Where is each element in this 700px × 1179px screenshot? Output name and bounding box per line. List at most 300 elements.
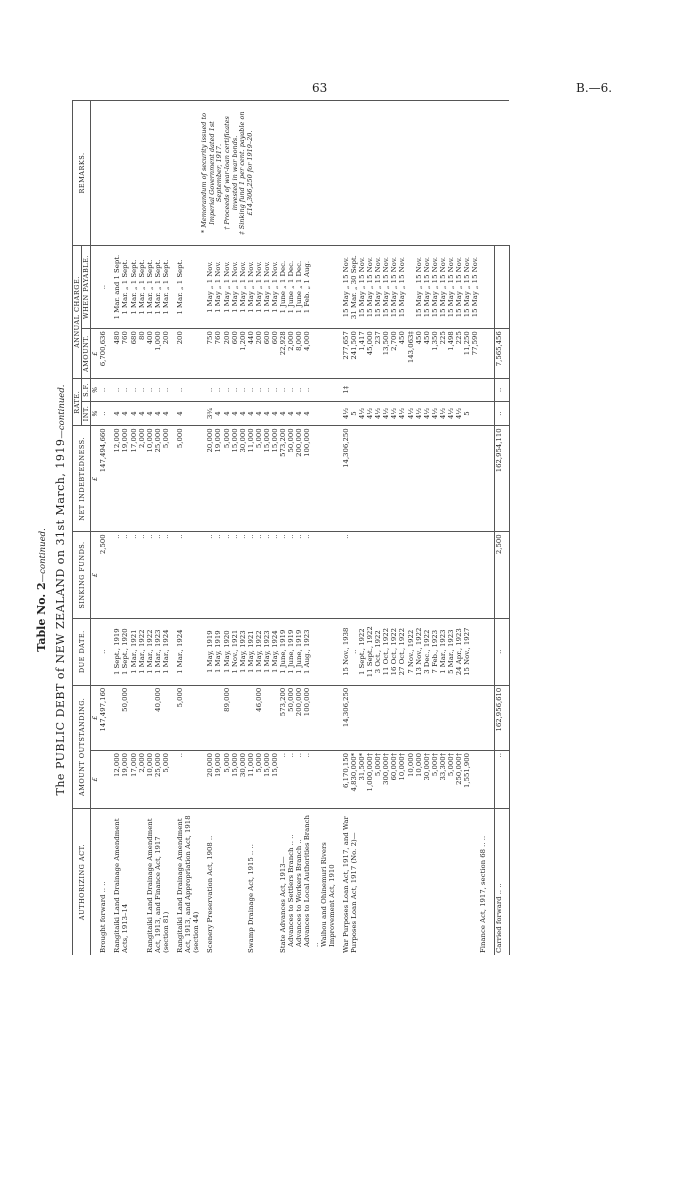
col-net: NET INDEBTEDNESS. bbox=[73, 426, 91, 532]
value-amt1: .. bbox=[295, 752, 304, 758]
value-due: 1 Mar., 1924 bbox=[176, 629, 185, 674]
cell-amt1 bbox=[206, 750, 246, 808]
value-amt1: 20,000 bbox=[206, 752, 215, 778]
value-when: 15 May „ 15 Nov. bbox=[438, 256, 447, 318]
value-amt1: 10,000 bbox=[414, 752, 423, 778]
authorizing-act bbox=[206, 809, 246, 956]
value-amt1: 5,000† bbox=[430, 752, 439, 777]
value-int: 4 bbox=[262, 411, 271, 416]
authorizing-act bbox=[247, 809, 279, 956]
col-act: AUTHORIZING ACT. bbox=[73, 809, 91, 956]
value-when: 1 Mar. „ 1 Sept. bbox=[176, 259, 185, 315]
value-sf: .. bbox=[206, 387, 215, 393]
value-net: 100,000 bbox=[303, 428, 312, 457]
value-amt1: .. bbox=[287, 752, 296, 758]
cell-net bbox=[146, 426, 176, 532]
value-amount: 750 bbox=[206, 331, 215, 345]
value-net: 19,000 bbox=[121, 428, 130, 453]
value-sinking bbox=[479, 534, 487, 615]
value-amount: 80 bbox=[137, 331, 146, 340]
value-net: 12,000 bbox=[113, 428, 122, 453]
value-when: 15 May „ 15 Nov. bbox=[471, 256, 480, 318]
cell-amount bbox=[206, 329, 246, 379]
cell-net bbox=[99, 426, 113, 532]
value-int: 4 bbox=[145, 411, 154, 416]
value-amt1: 4,830,000* bbox=[349, 752, 358, 792]
value-amount: 143,063‡ bbox=[406, 331, 415, 364]
value-int: 4½ bbox=[406, 407, 415, 420]
value-int: 4 bbox=[271, 411, 280, 416]
value-sf: .. bbox=[238, 387, 247, 393]
value-amt2: 147,497,160 bbox=[99, 687, 108, 732]
value-amt1: .. bbox=[303, 752, 312, 758]
value-sinking: .. bbox=[145, 534, 154, 539]
cell-amt2 bbox=[206, 685, 246, 750]
value-amt2: 50,000 bbox=[287, 687, 296, 712]
act-name: Finance Act, 1917, section 68 .. .. bbox=[479, 835, 488, 953]
value-amt2 bbox=[214, 688, 222, 748]
value-amt1: 5,000 bbox=[161, 752, 170, 773]
cell-net bbox=[247, 426, 279, 532]
value-when: 31 Mar. „ 30 Sept. bbox=[349, 255, 358, 320]
cell-amt1 bbox=[176, 750, 206, 808]
value-amount: 600 bbox=[262, 331, 271, 345]
value-due: 11 Oct., 1922 bbox=[382, 628, 391, 676]
cell-amount bbox=[113, 329, 145, 379]
cell-sinking bbox=[113, 532, 145, 618]
value-when: 15 May „ 15 Nov. bbox=[422, 256, 431, 318]
value-int: 4 bbox=[254, 411, 263, 416]
value-when: 15 May „ 15 Nov. bbox=[463, 256, 472, 318]
value-when: 15 May „ 15 Nov. bbox=[430, 256, 439, 318]
value-sf: .. bbox=[230, 387, 239, 393]
value-sf: .. bbox=[295, 387, 304, 393]
cell-amt2 bbox=[494, 685, 509, 750]
value-int: 4½ bbox=[341, 407, 350, 420]
value-int: 4 bbox=[295, 411, 304, 416]
value-due: 16 Oct., 1922 bbox=[390, 628, 399, 676]
value-sf: .. bbox=[145, 387, 154, 393]
value-int: .. bbox=[99, 411, 108, 416]
value-net: 20,000 bbox=[206, 428, 215, 453]
value-sinking: .. bbox=[121, 534, 130, 539]
value-amount: 1,000 bbox=[153, 331, 162, 351]
value-when: 1 May „ 1 Nov. bbox=[271, 261, 280, 313]
value-net: 5,000 bbox=[222, 428, 231, 449]
cell-net bbox=[342, 426, 480, 532]
value-amt2: 573,200 bbox=[279, 687, 288, 717]
heading-continued: —continued. bbox=[57, 384, 67, 439]
cell-amt1 bbox=[113, 750, 145, 808]
value-sinking: .. bbox=[153, 534, 162, 539]
value-amt2 bbox=[130, 688, 138, 748]
value-amount: 1,200 bbox=[238, 331, 247, 351]
unit-pound: £ bbox=[91, 532, 100, 618]
cell-amt1 bbox=[479, 750, 494, 808]
value-int bbox=[479, 404, 487, 424]
value-int: 4½ bbox=[430, 407, 439, 420]
value-int: 4½ bbox=[422, 407, 431, 420]
value-due bbox=[479, 621, 487, 683]
cell-when bbox=[176, 246, 206, 329]
act-name: Rangitaiki Land Drainage Amendment Act, 1913, and Appropriation Act, 1918 (section 44) bbox=[176, 815, 201, 953]
value-amount: 225 bbox=[455, 331, 464, 345]
value-amt1: 10,000 bbox=[145, 752, 154, 778]
value-int: 4½ bbox=[447, 407, 456, 420]
value-due: 1 Aug., 1923 bbox=[303, 629, 312, 674]
value-when: 15 May „ 15 Nov. bbox=[455, 256, 464, 318]
value-amount: 277,657 bbox=[341, 331, 350, 360]
value-amt2: 100,000 bbox=[303, 687, 312, 717]
value-net: 15,000 bbox=[271, 428, 280, 453]
cell-amt1 bbox=[247, 750, 279, 808]
value-amt1: .. bbox=[176, 752, 185, 758]
value-amt1: 15,000 bbox=[262, 752, 271, 778]
cell-int bbox=[247, 401, 279, 426]
value-int: 4 bbox=[129, 411, 138, 416]
value-sinking: .. bbox=[287, 534, 296, 539]
value-sf: .. bbox=[246, 387, 255, 393]
cell-when bbox=[146, 246, 176, 329]
value-int: 4½ bbox=[382, 407, 391, 420]
value-net: 15,000 bbox=[262, 428, 271, 453]
cell-amt1 bbox=[342, 750, 480, 808]
value-sinking: .. bbox=[341, 534, 350, 539]
value-due: 1 Mar., 1921 bbox=[129, 629, 138, 674]
value-net: 147,494,660 bbox=[99, 428, 108, 473]
value-amt2 bbox=[162, 688, 170, 748]
cell-int bbox=[206, 401, 246, 426]
table-number: Table No. 2 bbox=[35, 582, 48, 652]
value-amt2: 5,000 bbox=[176, 687, 185, 708]
cell-net bbox=[206, 426, 246, 532]
cell-when bbox=[279, 246, 342, 329]
value-int: 4 bbox=[279, 411, 288, 416]
value-sinking: .. bbox=[262, 534, 271, 539]
cell-amount bbox=[247, 329, 279, 379]
value-amount: 2,000 bbox=[287, 331, 296, 351]
value-due: 1 Sept., 1920 bbox=[121, 628, 130, 676]
value-int: 4½ bbox=[358, 407, 366, 420]
cell-amt2 bbox=[479, 685, 494, 750]
cell-sf bbox=[494, 379, 509, 402]
value-sf: .. bbox=[137, 387, 146, 393]
value-when bbox=[495, 248, 503, 326]
value-net: 15,000 bbox=[230, 428, 239, 453]
value-int: 4 bbox=[121, 411, 130, 416]
col-annual-charge: ANNUAL CHARGE. bbox=[73, 246, 82, 379]
value-amt2 bbox=[113, 688, 121, 748]
unit-pound: £ bbox=[91, 329, 100, 379]
cell-when bbox=[494, 246, 509, 329]
value-due: 13 Nov., 1922 bbox=[414, 627, 423, 676]
value-sinking: .. bbox=[279, 534, 288, 539]
cell-sf bbox=[206, 379, 246, 402]
value-amount: 1,498 bbox=[447, 331, 456, 351]
value-when: 1 June „ 1 Dec. bbox=[279, 260, 288, 314]
authorizing-act bbox=[99, 809, 113, 956]
table-body bbox=[91, 101, 509, 956]
unit-pound: £ bbox=[91, 750, 100, 808]
cell-amount bbox=[342, 329, 480, 379]
value-sf: .. bbox=[99, 387, 108, 393]
value-when: 1 May „ 1 Nov. bbox=[238, 261, 247, 313]
value-sf: .. bbox=[176, 387, 185, 393]
value-amt1: 19,000 bbox=[121, 752, 130, 778]
value-amount: 440 bbox=[246, 331, 255, 345]
value-int: 4 bbox=[222, 411, 231, 416]
authorizing-act bbox=[113, 809, 145, 956]
value-sinking: .. bbox=[254, 534, 263, 539]
value-when: 1 May „ 1 Nov. bbox=[214, 261, 223, 313]
cell-sinking bbox=[176, 532, 206, 618]
value-net bbox=[479, 428, 487, 529]
page-number: 63 bbox=[312, 81, 328, 95]
value-due: 1 May, 1923 bbox=[262, 630, 271, 674]
cell-amt2 bbox=[146, 685, 176, 750]
value-amt1: 300,000† bbox=[382, 752, 391, 785]
value-when: 1 May „ 1 Nov. bbox=[262, 261, 271, 313]
cell-int bbox=[494, 401, 509, 426]
value-when: 1 May „ 1 Nov. bbox=[246, 261, 255, 313]
act-name: Swamp Drainage Act, 1915 .. .. bbox=[246, 844, 255, 953]
cell-int bbox=[99, 401, 113, 426]
value-amt2: 46,000 bbox=[254, 687, 263, 712]
value-amount: 1,350 bbox=[430, 331, 439, 351]
value-due: 1 June, 1919 bbox=[295, 629, 304, 674]
value-int: 5 bbox=[463, 411, 472, 416]
value-when: 1 Mar. „ 1 Sept. bbox=[129, 259, 138, 315]
cell-amt2 bbox=[99, 685, 113, 750]
value-int: 4½ bbox=[374, 407, 383, 420]
value-when: .. bbox=[99, 284, 108, 290]
value-due: 7 Feb., 1923 bbox=[430, 629, 439, 674]
cell-net bbox=[279, 426, 342, 532]
cell-sinking bbox=[99, 532, 113, 618]
value-due: .. bbox=[349, 649, 358, 654]
value-amt1: 30,000 bbox=[238, 752, 247, 778]
value-due: 1 May, 1919 bbox=[214, 630, 223, 674]
act-sub-item: Waihou and Ohinemuri Rivers Improvement Act, 1910 bbox=[319, 842, 336, 947]
value-sinking: .. bbox=[176, 534, 185, 539]
remark-note: * Memorandum of security issued to Imperial Government dated 1st September, 1917. bbox=[200, 112, 224, 234]
value-net: 19,000 bbox=[214, 428, 223, 453]
cell-sf bbox=[342, 379, 480, 402]
value-int: 4 bbox=[161, 411, 170, 416]
value-amount: 450 bbox=[422, 331, 431, 345]
value-when: 1 May „ 1 Nov. bbox=[206, 261, 215, 313]
value-amt2: 200,000 bbox=[295, 687, 304, 717]
value-amount: 77,590 bbox=[471, 331, 480, 356]
value-net: 17,000 bbox=[129, 428, 138, 453]
value-net: 162,954,110 bbox=[494, 428, 503, 473]
cell-net bbox=[479, 426, 494, 532]
cell-sf bbox=[146, 379, 176, 402]
value-amount: 480 bbox=[113, 331, 122, 345]
value-amount: 600 bbox=[230, 331, 239, 345]
cell-when bbox=[206, 246, 246, 329]
value-amt2 bbox=[138, 688, 146, 748]
cell-amt1 bbox=[99, 750, 113, 808]
value-amt1: 17,000 bbox=[129, 752, 138, 778]
cell-when bbox=[479, 246, 494, 329]
value-when: 1 Feb. „ 1 Aug. bbox=[303, 260, 312, 314]
value-sinking: .. bbox=[230, 534, 239, 539]
value-int: 4 bbox=[238, 411, 247, 416]
value-due: 1 May, 1921 bbox=[246, 630, 255, 674]
value-amount: 400 bbox=[145, 331, 154, 345]
value-sf: .. bbox=[279, 387, 288, 393]
cell-int bbox=[113, 401, 145, 426]
value-amt1: 10,000 bbox=[406, 752, 415, 778]
value-amt1 bbox=[479, 753, 487, 806]
act-sub-item: Advances to Workers Branch .. bbox=[295, 839, 304, 947]
value-amount bbox=[479, 331, 487, 376]
cell-amount bbox=[99, 329, 113, 379]
value-when: 15 May „ 15 Nov. bbox=[414, 256, 423, 318]
value-net: 2,000 bbox=[137, 428, 146, 449]
value-amount: 6,700,636 bbox=[99, 331, 108, 367]
cell-sinking bbox=[494, 532, 509, 618]
value-amt1: 1,000,000† bbox=[366, 752, 375, 792]
value-amount: 680 bbox=[129, 331, 138, 345]
value-sinking: .. bbox=[222, 534, 231, 539]
unit-pct: % bbox=[91, 401, 100, 426]
value-sf: .. bbox=[287, 387, 296, 393]
value-when: 15 May „ 15 Nov. bbox=[358, 256, 366, 318]
value-when: 1 June „ 1 Dec. bbox=[295, 260, 304, 314]
value-sinking: .. bbox=[295, 534, 304, 539]
act-name: State Advances Act, 1913— bbox=[279, 856, 288, 953]
value-due: 15 Nov., 1938 bbox=[341, 627, 350, 676]
cell-due bbox=[176, 618, 206, 685]
value-when: 1 Mar. „ 1 Sept. bbox=[153, 259, 162, 315]
value-amount: 241,500 bbox=[349, 331, 358, 360]
cell-net bbox=[494, 426, 509, 532]
value-sinking: .. bbox=[246, 534, 255, 539]
value-due: 1 Mar., 1922 bbox=[145, 629, 154, 674]
value-amt2 bbox=[271, 688, 279, 748]
cell-sinking bbox=[279, 532, 342, 618]
value-when: 1 Mar. „ 1 Sept. bbox=[121, 259, 130, 315]
value-due: 3 Dec., 1922 bbox=[422, 629, 431, 674]
cell-sf bbox=[479, 379, 494, 402]
cell-amount bbox=[146, 329, 176, 379]
value-amt2 bbox=[239, 688, 247, 748]
value-due: 1 Mar., 1923 bbox=[153, 629, 162, 674]
value-sf: .. bbox=[113, 387, 122, 393]
value-amount: 237 bbox=[374, 331, 383, 345]
col-outstanding: AMOUNT OUTSTANDING. bbox=[73, 685, 91, 808]
value-net: 11,000 bbox=[246, 428, 255, 453]
value-when: 1 June „ 1 Dec. bbox=[287, 260, 296, 314]
value-int: 4½ bbox=[390, 407, 399, 420]
value-due: 27 Oct., 1922 bbox=[398, 628, 407, 676]
cell-amt1 bbox=[146, 750, 176, 808]
value-when: 15 May „ 15 Nov. bbox=[398, 256, 407, 318]
cell-int bbox=[279, 401, 342, 426]
value-amount: 760 bbox=[121, 331, 130, 345]
cell-due bbox=[494, 618, 509, 685]
value-amt1: 10,000† bbox=[398, 752, 407, 781]
cell-when bbox=[99, 246, 113, 329]
cell-due bbox=[113, 618, 145, 685]
value-amount: 450 bbox=[398, 331, 407, 345]
value-int: 4½ bbox=[438, 407, 447, 420]
value-due: 1 Nov., 1921 bbox=[230, 629, 239, 674]
value-due: 1 June, 1919 bbox=[279, 629, 288, 674]
value-net: 25,000 bbox=[153, 428, 162, 453]
cell-sf bbox=[247, 379, 279, 402]
value-due: 1 Sept., 1919 bbox=[113, 628, 122, 676]
value-sf: .. bbox=[303, 387, 312, 393]
value-amount: 45,000 bbox=[366, 331, 375, 356]
value-sf: .. bbox=[161, 387, 170, 393]
value-sinking: .. bbox=[206, 534, 215, 539]
col-amount: AMOUNT. bbox=[82, 329, 91, 379]
cell-net bbox=[176, 426, 206, 532]
value-amt2 bbox=[206, 688, 214, 748]
value-when bbox=[479, 248, 487, 326]
act-sub-item: Advances to Settlers Branch .. .. bbox=[287, 834, 296, 947]
value-when: 15 May „ 15 Nov. bbox=[447, 256, 456, 318]
cell-amt2 bbox=[279, 685, 342, 750]
value-sinking: .. bbox=[129, 534, 138, 539]
value-sinking: .. bbox=[137, 534, 146, 539]
cell-when bbox=[247, 246, 279, 329]
value-int: 4½ bbox=[398, 407, 407, 420]
value-int: 4 bbox=[113, 411, 122, 416]
value-sf bbox=[479, 381, 487, 399]
cell-sinking bbox=[342, 532, 480, 618]
value-amt1: 25,000 bbox=[153, 752, 162, 778]
value-when: 1 May „ 1 Nov. bbox=[254, 261, 263, 313]
act-name: War Purposes Loan Act, 1917, and War Purposes Loan Act, 1917 (No. 2)— bbox=[341, 816, 358, 953]
value-when: 1 Mar. „ 1 Sept. bbox=[145, 259, 154, 315]
value-amount: 13,500 bbox=[382, 331, 391, 356]
cell-sinking bbox=[206, 532, 246, 618]
value-int: 3¾ bbox=[206, 407, 215, 420]
cell-sf bbox=[113, 379, 145, 402]
value-sinking: .. bbox=[238, 534, 247, 539]
col-when: WHEN PAYABLE. bbox=[82, 246, 91, 329]
value-sf: 1‡ bbox=[341, 385, 350, 394]
value-amt2: 50,000 bbox=[121, 687, 130, 712]
cell-amt2 bbox=[247, 685, 279, 750]
value-amount: 2,700 bbox=[390, 331, 399, 351]
cell-sf bbox=[279, 379, 342, 402]
value-int: 4½ bbox=[366, 407, 375, 420]
value-net: 200,000 bbox=[295, 428, 304, 457]
value-amount: 7,565,456 bbox=[494, 331, 503, 367]
value-due: 1 June, 1919 bbox=[287, 629, 296, 674]
act-name: Brought forward .. .. bbox=[99, 881, 108, 953]
authorizing-act bbox=[146, 809, 176, 956]
value-amt1: 19,000 bbox=[214, 752, 223, 778]
value-sinking: .. bbox=[303, 534, 312, 539]
debt-table bbox=[72, 100, 510, 955]
value-amt2: 89,000 bbox=[222, 687, 231, 712]
value-when: 1 May „ 1 Nov. bbox=[230, 261, 239, 313]
value-int: 4 bbox=[176, 411, 185, 416]
cell-due bbox=[479, 618, 494, 685]
remarks-cell bbox=[91, 101, 509, 246]
value-amt1: 15,000 bbox=[230, 752, 239, 778]
value-sinking: .. bbox=[271, 534, 280, 539]
value-amount: 1,417 bbox=[358, 331, 366, 351]
value-int: 4 bbox=[214, 411, 223, 416]
value-amt2: 162,956,610 bbox=[494, 687, 503, 732]
